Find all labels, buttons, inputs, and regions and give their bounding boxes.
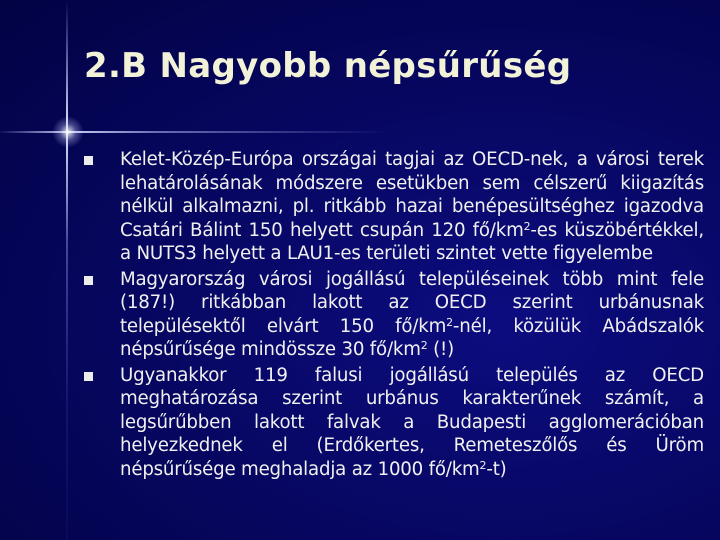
decorative-light-flare [52, 116, 84, 148]
square-bullet-icon [84, 372, 93, 381]
square-bullet-icon [84, 276, 93, 285]
bullet-text: Magyarország városi jogállású településeinek több mint fele (187!) ritkábban lakott az OECD szerint urbánusnak településektől elvárt 150 $fő/km^2$-nél, közülük Abádszalók népsűrűsége mindössze 30 $fő/km^2$ (!) [120, 268, 704, 360]
bullet-text: Ugyanakkor 119 falusi jogállású település az OECD meghatározása szerint urbánus karakterűnek számít, a legsűrűbben lakott falvak a Budapesti agglomerációban helyezkednek el (Erdőkertes, Remeteszőlős és Üröm népsűrűsége meghaladja az 1000 $fő/km^2-t$) [120, 364, 704, 480]
slide-title: 2.B Nagyobb népsűrűség [84, 46, 572, 86]
bullet-text: Kelet-Közép-Európa országai tagjai az OECD-nek, a városi terek lehatárolásának módszere esetükben sem célszerű kiigazítás nélkül alkalmazni, pl. ritkább hazai benépesültséghez igazodva Csatári Bálint 150 helyett csupán 120 $fő/km^2-es$ küszöbértékkel, a NUTS3 helyett a LAU1-es területi szintet vette figyelembe [120, 149, 704, 264]
bullet-item-2 [82, 268, 704, 362]
bullet-item-3 [82, 364, 704, 482]
square-bullet-icon [84, 156, 93, 165]
bullet-list [82, 148, 704, 483]
decorative-light-line-vertical [66, 0, 68, 540]
bullet-item-1 [82, 148, 704, 266]
